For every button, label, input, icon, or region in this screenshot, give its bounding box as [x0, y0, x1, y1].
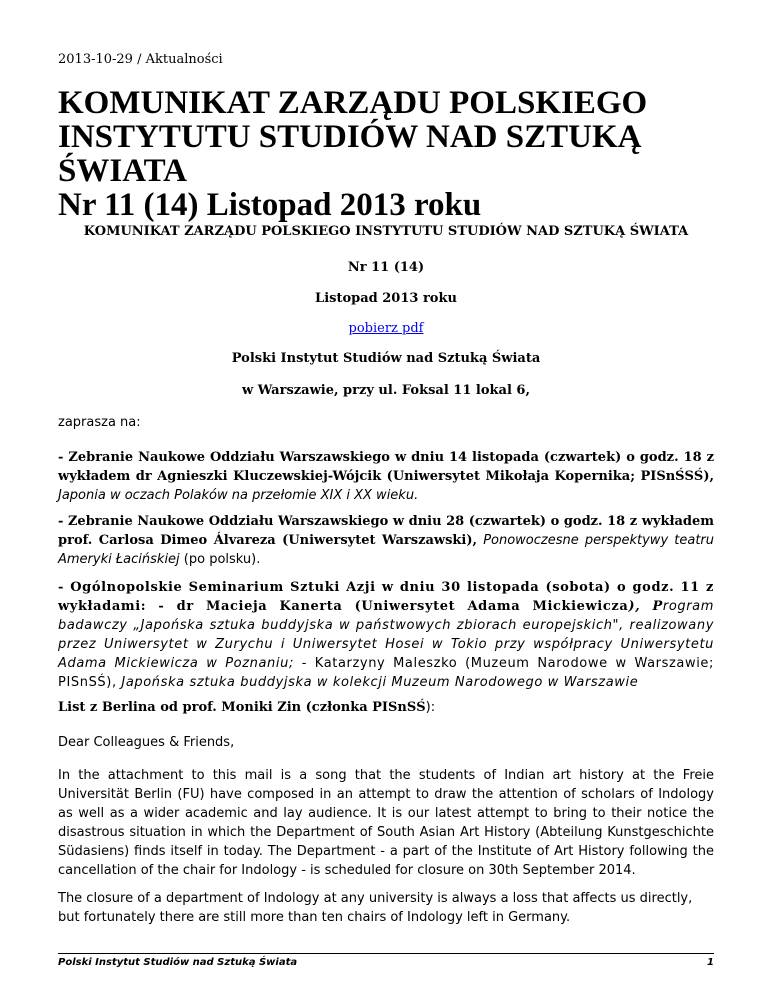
- title-line-2: INSTYTUTU STUDIÓW NAD SZTUKĄ ŚWIATA: [58, 119, 642, 189]
- communique-month: Listopad 2013 roku: [315, 291, 457, 306]
- event-3-lecture-2: Japońska sztuka buddyjska w kolekcji Muzeum Narodowego w Warszawie: [121, 675, 639, 690]
- event-3-speaker-2: - Katarzyny Maleszko (Muzeum Narodowe w Warszawie; PISnSŚ),: [58, 656, 715, 690]
- invite-text: zaprasza na:: [58, 415, 141, 430]
- footer-institute: Polski Instytut Studiów nad Sztuką Świata: [58, 957, 298, 968]
- event-3-bold-italic: ), P: [628, 599, 663, 614]
- post-category: Aktualności: [145, 52, 223, 67]
- page-title: [58, 86, 738, 222]
- event-2: [58, 512, 714, 569]
- letter-heading: [58, 698, 714, 717]
- letter-heading-end: ):: [425, 700, 436, 715]
- post-meta: [58, 52, 223, 67]
- event-1-lecture-title: Japonia w oczach Polaków na przełomie XIX i XX wieku.: [58, 488, 419, 503]
- institute-address: w Warszawie, przy ul. Foksal 11 lokal 6,: [242, 383, 530, 398]
- pdf-link-row: [58, 321, 714, 336]
- page-number: 1: [707, 957, 714, 968]
- letter-greeting: Dear Colleagues & Friends,: [58, 735, 235, 750]
- event-3-lecture-1: rogram badawczy „Japońska sztuka buddyjska w państwowych zbiorach europejskich", realizowany przez Uniwersytet w Zurychu i Uniwersytet Hosei w Tokio przy współpracy Uniwersytetu Adama Mickiewicza w Poznaniu;: [58, 599, 714, 671]
- title-line-3: Nr 11 (14) Listopad 2013 roku: [58, 187, 482, 223]
- event-2-details: - Zebranie Naukowe Oddziału Warszawskiego w dniu 28 (czwartek) o godz. 18 z wykładem prof. Carlosa Dimeo Álvareza (Uniwersytet Warszawski),: [58, 514, 714, 548]
- footer-divider: [58, 953, 714, 954]
- title-line-1: KOMUNIKAT ZARZĄDU POLSKIEGO: [58, 85, 648, 121]
- communique-number: Nr 11 (14): [347, 260, 425, 275]
- event-2-lecture-title: Ponowoczesne perspektywy teatru Ameryki Łacińskiej: [58, 533, 715, 567]
- meta-separator: /: [132, 52, 146, 67]
- post-date: 2013-10-29: [58, 52, 133, 67]
- event-1: [58, 448, 714, 505]
- letter-paragraph-2: The closure of a department of Indology at any university is always a loss that affects us directly, but fortunately there are still more than ten chairs of Indology left in Germany.: [58, 891, 693, 925]
- letter-heading-bold: List z Berlina od prof. Moniki Zin (członka PISnSŚ: [58, 700, 426, 715]
- event-2-note: (po polsku).: [179, 552, 261, 567]
- institute-name: Polski Instytut Studiów nad Sztuką Świata: [231, 351, 541, 366]
- event-1-details: - Zebranie Naukowe Oddziału Warszawskiego w dniu 14 listopada (czwartek) o godz. 18 z wykładem dr Agnieszki Kluczewskiej-Wójcik (Uniwersytet Mikołaja Kopernika; PISnŚSŚ),: [58, 450, 714, 484]
- letter-paragraph-1: In the attachment to this mail is a song that the students of Indian art history at the Freie Universität Berlin (FU) have composed in an attempt to draw the attention of scholars of Indology as well as a wider academic and lay audience. It is our latest attempt to bring to their notice the disastrous situation in which the Department of South Asian Art History (Abteilung Kunstgeschichte Südasiens) finds itself in today. The Department - a part of the Institute of Art History following the cancellation of the chair for Indology - is scheduled for closure on 30th September 2014.: [58, 768, 714, 878]
- communique-heading: KOMUNIKAT ZARZĄDU POLSKIEGO INSTYTUTU STUDIÓW NAD SZTUKĄ ŚWIATA: [83, 224, 689, 239]
- download-pdf-link[interactable]: pobierz pdf: [348, 321, 424, 336]
- event-3: [58, 578, 714, 692]
- event-3-details: - Ogólnopolskie Seminarium Sztuki Azji w dniu 30 listopada (sobota) o godz. 11 z wykładami: - dr Macieja Kanerta (Uniwersytet Adama Mickiewicza: [58, 580, 714, 614]
